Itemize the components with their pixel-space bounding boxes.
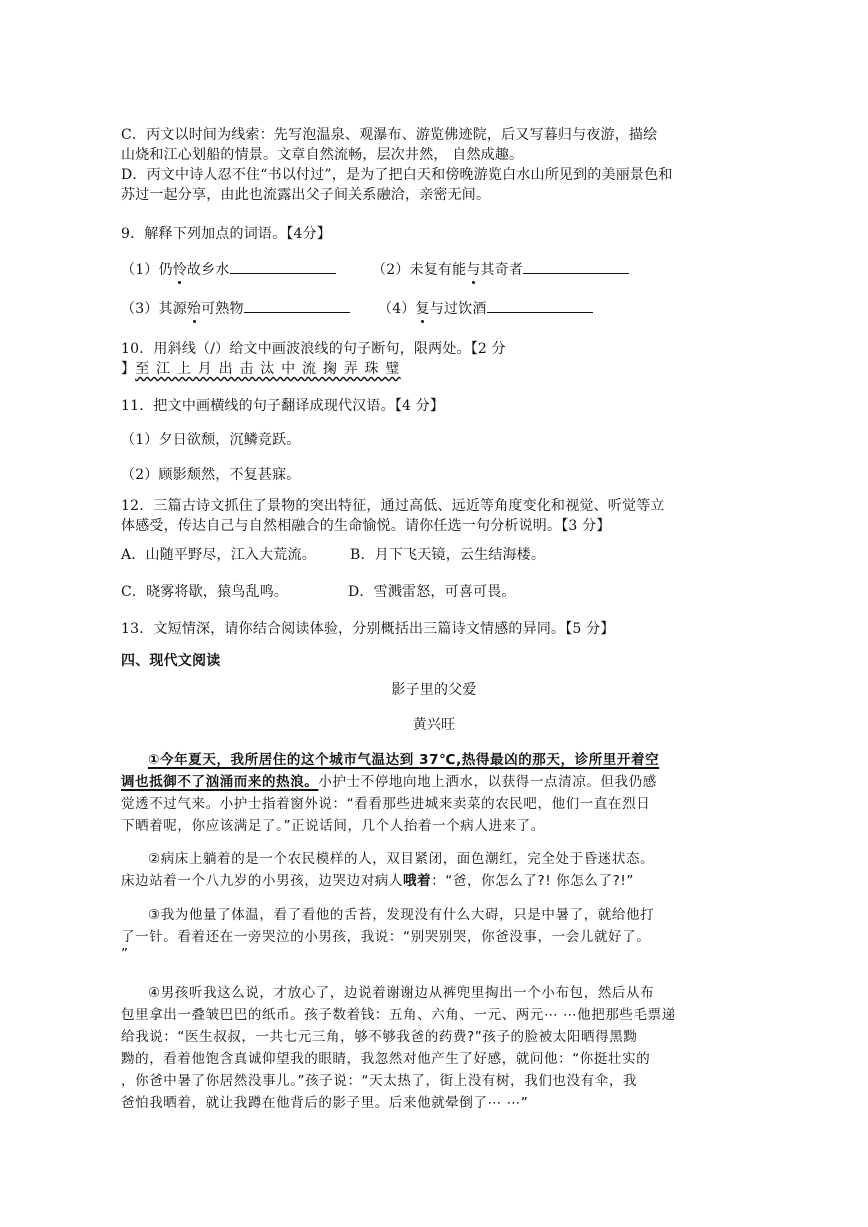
paragraph-1-line-4: 下晒着呢，你应该满足了。”正说话间，几个人抬着一个病人进来了。 xyxy=(121,818,545,834)
p1-underlined-part-1: ①今年夏天，我所居住的这个城市气温达到 37℃,热得最凶的那天，诊所里开着空 xyxy=(148,752,660,768)
paragraph-3-line-3: ” xyxy=(121,946,129,962)
q10-wavy-sentence: 至 江 上 月 出 击 汰 中 流 掬 弄 珠 璧 xyxy=(135,361,401,377)
paragraph-4-line-2: 包里拿出一叠皱巴巴的纸币。孩子数着钱：五角、六角、一元、两元⋯ ⋯他把那些毛票递 xyxy=(121,1007,676,1023)
paragraph-4-line-3: 给我说：“医生叔叔，一共七元三角，够不够我爸的药费?”孩子的脸被太阳晒得黑黝 xyxy=(121,1029,638,1045)
q12-option-b: B．月下飞天镜，云生结海楼。 xyxy=(350,547,546,563)
p1-line-2-rest: 小护士不停地向地上洒水，以获得一点清凉。但我仍感 xyxy=(318,774,657,790)
paragraph-4-line-4: 黝的，看着他饱含真诚仰望我的眼睛，我忽然对他产生了好感，就问他：“你挺壮实的 xyxy=(121,1051,651,1067)
article-author: 黄兴旺 xyxy=(412,717,456,733)
option-c-line-2: 山烧和江心划船的情景。文章自然流畅，层次井然， 自然成趣。 xyxy=(121,147,524,163)
question-9: 9．解释下列加点的词语。【4分】 xyxy=(121,226,332,242)
question-9-item-4 xyxy=(378,298,593,319)
p2-line-2-suffix: ：“爸，你怎么了?! 你怎么了?!” xyxy=(431,873,634,889)
question-11-item-2: （2）顾影颓然，不复甚寐。 xyxy=(121,467,301,483)
question-9-item-1 xyxy=(121,259,336,280)
q9-4-answer-blank[interactable] xyxy=(487,298,593,313)
question-12-line-1: 12．三篇古诗文抓住了景物的突出特征，通过高低、远近等角度变化和视觉、听觉等立 xyxy=(121,498,665,514)
paragraph-1-line-3: 觉透不过气来。小护士指着窗外说：“看看那些进城来卖菜的农民吧，他们一直在烈日 xyxy=(121,796,651,812)
q9-4-suffix: 与过饮酒 xyxy=(429,301,487,317)
option-d-line-1: D．丙文中诗人忍不住“书以付过”，是为了把白天和傍晚游览白水山所见到的美丽景色和 xyxy=(121,167,673,183)
q10-bracket: 】 xyxy=(121,361,136,377)
p2-bold-word: 哦着 xyxy=(403,873,432,889)
paragraph-3-line-2: 了一针。看着还在一旁哭泣的小男孩，我说：“别哭别哭，你爸没事，一会儿就好了。 xyxy=(121,929,651,945)
q9-4-dotted-word: 复 xyxy=(415,301,430,317)
paragraph-4-line-5: ，你爸中暑了你居然没事儿。”孩子说：“天太热了，街上没有树，我们也没有伞，我 xyxy=(121,1073,638,1089)
q9-3-answer-blank[interactable] xyxy=(244,298,350,313)
q9-4-prefix: （4） xyxy=(378,301,416,317)
q9-2-prefix: （2）未复有能 xyxy=(372,262,467,278)
q9-2-suffix: 其奇者 xyxy=(480,262,524,278)
q9-2-answer-blank[interactable] xyxy=(523,259,629,274)
question-9-item-2 xyxy=(372,259,629,280)
question-9-item-3 xyxy=(121,298,350,319)
section-heading: 四、现代文阅读 xyxy=(121,653,221,669)
q9-1-dotted-word: 怜 xyxy=(172,262,187,278)
question-11-item-1: （1）夕日欲颓，沉鳞竞跃。 xyxy=(121,432,301,448)
q12-option-d: D．雪溅雷怒，可喜可畏。 xyxy=(348,584,516,600)
question-10-line-1: 10．用斜线（/）给文中画波浪线的句子断句，限两处。【2 分 xyxy=(121,341,506,357)
paragraph-1-line-1 xyxy=(148,750,659,770)
p1-underlined-part-2: 调也抵御不了汹涌而来的热浪。 xyxy=(121,774,319,790)
question-10-line-2 xyxy=(121,359,401,379)
p2-line-2-prefix: 床边站着一个八九岁的小男孩，边哭边对病人 xyxy=(121,873,403,889)
question-12-line-2: 体感受，传达自己与自然相融合的生命愉悦。请你任选一句分析说明。【3 分】 xyxy=(121,518,611,534)
q12-option-a: A．山随平野尽，江入大荒流。 xyxy=(121,547,316,563)
question-13: 13．文短情深，请你结合阅读体验，分别概括出三篇诗文情感的异同。【5 分】 xyxy=(121,621,615,637)
q9-1-answer-blank[interactable] xyxy=(230,259,336,274)
paragraph-4-line-1: ④男孩听我这么说，才放心了，边说着谢谢边从裤兜里掏出一个小布包，然后从布 xyxy=(148,985,655,1001)
option-d-line-2: 苏过一起分享，由此也流露出父子间关系融洽，亲密无间。 xyxy=(121,187,491,203)
paragraph-4-line-6: 爸怕我晒着，就让我蹲在他背后的影子里。后来他就晕倒了⋯ ⋯” xyxy=(121,1095,529,1111)
paragraph-2-line-2 xyxy=(121,871,634,891)
option-c-line-1: C．丙文以时间为线索：先写泡温泉、观瀑布、游览佛迹院，后又写暮归与夜游，描绘 xyxy=(121,127,658,143)
article-title: 影子里的父爱 xyxy=(391,682,477,698)
question-11: 11．把文中画横线的句子翻译成现代汉语。【4 分】 xyxy=(121,398,445,414)
q9-1-prefix: （1）仍 xyxy=(121,262,173,278)
q12-option-c: C．晓雾将歇，猿鸟乱鸣。 xyxy=(121,584,289,600)
paragraph-3-line-1: ③我为他量了体温，看了看他的舌苔，发现没有什么大碍，只是中暑了，就给他打 xyxy=(148,907,655,923)
q9-3-prefix: （3）其源 xyxy=(121,301,187,317)
q9-1-suffix: 故乡水 xyxy=(186,262,230,278)
paragraph-1-line-2 xyxy=(121,772,657,792)
q9-3-suffix: 可熟物 xyxy=(201,301,244,317)
paragraph-2-line-1: ②病床上躺着的是一个农民模样的人，双目紧闭，面色潮红，完全处于昏迷状态。 xyxy=(148,851,655,867)
q9-2-dotted-word: 与 xyxy=(466,262,481,278)
q9-3-dotted-word: 殆 xyxy=(186,301,202,317)
